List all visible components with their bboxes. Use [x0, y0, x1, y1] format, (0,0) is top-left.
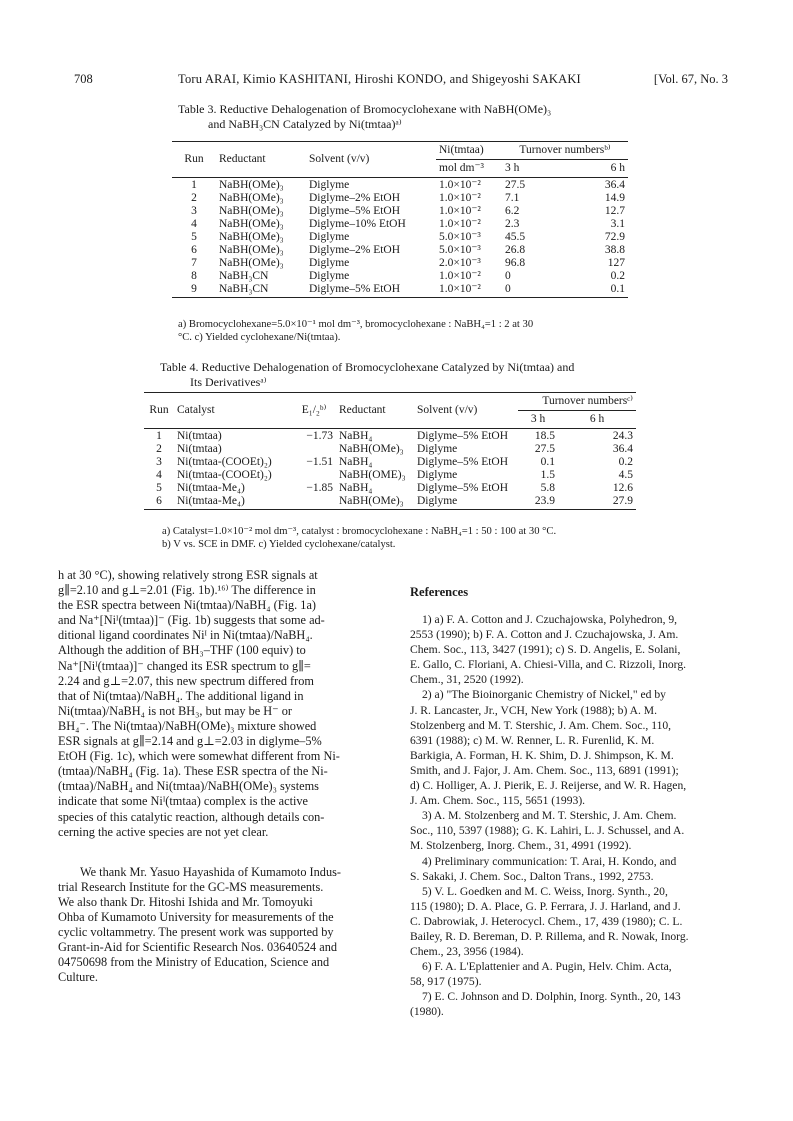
table3-row — [172, 270, 628, 283]
table3-cell-6h: 12.7 — [604, 205, 625, 217]
table3-cell-reductant: NaBH₃CN — [216, 283, 306, 298]
reference-line: Soc., 110, 5397 (1988); G. K. Lahiri, L. J. Schussel, and A. — [410, 824, 685, 838]
table4-cell-reductant: NaBH(OMe)₃ — [339, 443, 404, 455]
table4-cell-6h: 4.5 — [618, 469, 633, 481]
table3-header-turnover: Turnover numbersᵇ⁾ — [502, 142, 628, 160]
reference-line: S. Sakaki, J. Chem. Soc., Dalton Trans., 1992, 2753. — [410, 869, 654, 883]
table4-cell-catalyst: Ni(tmtaa) — [174, 429, 292, 444]
table3-cell-ni: 1.0×10⁻² — [436, 283, 502, 298]
table4-cell-reductant: NaBH₄ — [339, 482, 373, 494]
reference-line: Chem. Soc., 113, 3427 (1991); c) S. D. Angelis, E. Solani, — [410, 643, 681, 657]
table3-row — [172, 178, 628, 193]
table4-row — [144, 482, 636, 495]
reference-line: d) C. Holliger, A. J. Pierik, E. J. Reijerse, and W. R. Hagen, — [410, 779, 687, 793]
reference-line: Chem., 23, 3956 (1984). — [410, 945, 524, 959]
text-line: h at 30 °C), showing relatively strong ESR signals at — [58, 568, 318, 582]
text-line: 04750698 from the Ministry of Education, Science and — [58, 955, 330, 970]
table3-cell-solvent: Diglyme–5% EtOH — [306, 283, 436, 298]
table3-cell-reductant: NaBH(OMe)₃ — [219, 218, 284, 230]
table3-cell-ni: 1.0×10⁻² — [439, 218, 481, 230]
table3-cell-3h: 45.5 — [505, 231, 526, 243]
reference-line: 2) a) "The Bioinorganic Chemistry of Nickel," ed by — [422, 688, 666, 702]
table4-cell-e12: −1.85 — [306, 482, 333, 494]
table4-cell-3h: 18.5 — [518, 429, 558, 444]
table4-row — [144, 443, 636, 456]
references-list — [410, 612, 736, 1020]
table3-cell-run: 5 — [191, 231, 197, 243]
table3-cell-run: 3 — [191, 205, 197, 217]
table3-cell-run: 2 — [191, 192, 197, 204]
table3-header-ni: Ni(tmtaa) — [436, 142, 502, 160]
text-line: trial Research Institute for the GC-MS measurements. — [58, 879, 324, 894]
body-left-column — [58, 568, 388, 985]
table3-cell-reductant: NaBH₃CN — [219, 270, 269, 282]
text-line: Na⁺[Niᴵ(tmtaa)]⁻ changed its ESR spectrum to g∥= — [58, 658, 311, 673]
table3-row — [172, 244, 628, 257]
table4-cell-6h: 12.6 — [612, 482, 633, 494]
table3-cell-reductant: NaBH(OMe)₃ — [219, 192, 284, 204]
reference-line: Chem., 31, 2520 (1992). — [410, 673, 524, 687]
table4-header-turnover: Turnover numbersᶜ⁾ — [518, 393, 636, 411]
table3-cell-solvent: Diglyme — [309, 270, 350, 282]
table4-header-e12: E₁/₂ᵇ⁾ — [292, 393, 336, 429]
reference-line: 6391 (1988); c) M. W. Renner, L. R. Furenlid, K. M. — [410, 733, 655, 747]
table3-cell-reductant: NaBH(OMe)₃ — [219, 257, 284, 269]
table4-cell-solvent: Diglyme — [417, 469, 458, 481]
table4-cell-reductant: NaBH(OME)₃ — [339, 469, 406, 481]
table3-cell-ni: 5.0×10⁻³ — [439, 231, 481, 243]
table3-cell-solvent: Diglyme — [306, 178, 436, 193]
reference-line: 1) a) F. A. Cotton and J. Czuchajowska, Polyhedron, 9, — [422, 613, 678, 626]
table3-cell-6h: 38.8 — [604, 244, 625, 256]
table4-header-3h: 3 h — [530, 413, 546, 425]
table3-header-ni-unit: mol dm⁻³ — [439, 162, 484, 174]
table4-cell-reductant: NaBH(OMe)₃ — [336, 495, 414, 510]
table3-cell-ni: 1.0×10⁻² — [439, 192, 481, 204]
table4-row — [144, 456, 636, 469]
text-line: We thank Mr. Yasuo Hayashida of Kumamoto Indus- — [80, 864, 341, 879]
text-line: ESR signals at g∥=2.14 and g⊥=2.03 in diglyme–5% — [58, 734, 322, 749]
table3-row — [172, 257, 628, 270]
table3-cell-3h: 0 — [502, 283, 546, 298]
table3-cell-reductant: NaBH(OMe)₃ — [219, 205, 284, 217]
text-line: Grant-in-Aid for Scientific Research Nos. 03640524 and — [58, 940, 337, 955]
table3-row — [172, 218, 628, 231]
text-line: EtOH (Fig. 1c), which were somewhat different from Ni- — [58, 749, 340, 764]
reference-line: 7) E. C. Johnson and D. Dolphin, Inorg. Synth., 20, 143 — [422, 990, 681, 1004]
table3-cell-6h: 0.2 — [610, 270, 625, 282]
table4-caption-line1: Table 4. Reductive Dehalogenation of Bromocyclohexane Catalyzed by Ni(tmtaa) and — [160, 360, 575, 374]
reference-line: J. Am. Chem. Soc., 115, 5651 (1993). — [410, 794, 586, 808]
text-line: Although the addition of BH₃–THF (100 equiv) to — [58, 643, 306, 658]
table3-footnotes — [178, 318, 533, 344]
table4-cell-run: 1 — [144, 429, 174, 444]
reference-line: C. Dabrowiak, J. Heterocycl. Chem., 17, 439 (1980); C. L. — [410, 914, 683, 928]
table4-cell-reductant: NaBH₄ — [336, 429, 414, 444]
table4-cell-reductant: NaBH₄ — [339, 456, 373, 468]
table3-cell-6h: 127 — [607, 257, 625, 269]
table3-cell-3h: 26.8 — [505, 244, 526, 256]
reference-line: 3) A. M. Stolzenberg and M. T. Stershic, J. Am. Chem. — [422, 809, 677, 823]
table3-cell-6h: 36.4 — [546, 178, 628, 193]
table3-row — [172, 283, 628, 298]
reference-line: 4) Preliminary communication: T. Arai, H. Kondo, and — [422, 854, 677, 868]
reference-line: Bailey, R. D. Bereman, D. P. Rillema, and R. Nowak, Inorg. — [410, 929, 689, 943]
table3-cell-6h: 3.1 — [610, 218, 625, 230]
table4-note-line1: a) Catalyst=1.0×10⁻² mol dm⁻³, catalyst : bromocyclohexane : NaBH₄=1 : 50 : 100 at 30 °C. — [162, 526, 557, 537]
table3-cell-reductant: NaBH(OMe)₃ — [216, 178, 306, 193]
table3-cell-3h: 96.8 — [505, 257, 526, 269]
reference-line: 6) F. A. L'Eplattenier and A. Pugin, Helv. Chim. Acta, — [422, 960, 672, 974]
text-line: (tmtaa)/NaBH₄ and Ni(tmtaa)/NaBH(OMe)₃ systems — [58, 779, 319, 794]
table3-cell-run: 9 — [172, 283, 216, 298]
table4-cell-e12: −1.51 — [306, 456, 333, 468]
table3-caption-line1: Table 3. Reductive Dehalogenation of Bromocyclohexane with NaBH(OMe)₃ — [178, 102, 552, 116]
reference-line: Stolzenberg and M. T. Stershic, J. Am. Chem. Soc., 110, — [410, 718, 672, 732]
table4-cell-run: 5 — [156, 482, 162, 494]
table4-cell-solvent: Diglyme — [417, 443, 458, 455]
table3-cell-solvent: Diglyme — [309, 257, 350, 269]
reference-line: 5) V. L. Goedken and M. C. Weiss, Inorg. Synth., 20, — [422, 884, 668, 898]
table3-cell-ni: 2.0×10⁻³ — [439, 257, 481, 269]
text-line: We also thank Dr. Hitoshi Ishida and Mr. Tomoyuki — [58, 894, 313, 909]
reference-line: Smith, and J. Fajor, J. Am. Chem. Soc., 113, 6891 (1991); — [410, 763, 679, 777]
text-line: Ohba of Kumamoto University for measurements of the — [58, 909, 334, 924]
table4-note-line2: b) V vs. SCE in DMF. c) Yielded cyclohexane/catalyst. — [162, 539, 396, 550]
table3-note-line2: °C. c) Yielded cyclohexane/Ni(tmtaa). — [178, 332, 341, 343]
table4-cell-catalyst: Ni(tmtaa-(COOEt)₂) — [177, 456, 272, 468]
table3-cell-run: 1 — [172, 178, 216, 193]
table4 — [144, 392, 636, 510]
references-heading: References — [410, 585, 469, 599]
table3-cell-solvent: Diglyme — [309, 231, 350, 243]
table3-cell-reductant: NaBH(OMe)₃ — [219, 244, 284, 256]
table4-cell-run: 2 — [156, 443, 162, 455]
table4-cell-3h: 27.5 — [534, 443, 555, 455]
table4-cell-6h: 36.4 — [612, 443, 633, 455]
table3-cell-solvent: Diglyme–2% EtOH — [309, 244, 401, 256]
text-line: Culture. — [58, 970, 98, 985]
text-line: cerning the active species are not yet clear. — [58, 824, 269, 839]
table4-cell-catalyst: Ni(tmtaa-Me₄) — [174, 495, 292, 510]
table4-cell-6h: 27.9 — [558, 495, 636, 510]
table3-cell-run: 6 — [191, 244, 197, 256]
table4-cell-catalyst: Ni(tmtaa) — [177, 443, 222, 455]
table3-cell-3h: 6.2 — [505, 205, 520, 217]
table4-cell-3h: 1.5 — [540, 469, 555, 481]
table3-cell-3h: 0 — [505, 270, 511, 282]
reference-line: Barkigia, A. Forman, H. K. Shim, D. J. Shimpson, K. M. — [410, 748, 674, 762]
table4-cell-solvent: Diglyme — [414, 495, 518, 510]
table4-cell-e12 — [292, 443, 336, 456]
text-line: and Na⁺[Niᴵ(tmtaa)]⁻ (Fig. 1b) suggests that some ad- — [58, 613, 325, 628]
acknowledgment-paragraph — [58, 865, 388, 986]
table4-cell-e12: −1.73 — [292, 429, 336, 444]
table4-row — [144, 469, 636, 482]
table4-row — [144, 429, 636, 444]
table3 — [172, 141, 628, 298]
table3-cell-6h: 0.1 — [546, 283, 628, 298]
table4-cell-e12 — [292, 495, 336, 510]
text-line: the ESR spectra between Ni(tmtaa)/NaBH₄ (Fig. 1a) — [58, 598, 317, 613]
table4-cell-solvent: Diglyme–5% EtOH — [417, 456, 509, 468]
body-paragraph-esr — [58, 568, 388, 840]
table4-cell-6h: 24.3 — [558, 429, 636, 444]
table4-row — [144, 495, 636, 510]
table3-header-solvent: Solvent (v/v) — [306, 142, 436, 178]
page-number: 708 — [74, 72, 93, 86]
table4-header-reductant: Reductant — [336, 393, 414, 429]
table3-row — [172, 205, 628, 218]
table4-cell-solvent: Diglyme–5% EtOH — [417, 482, 509, 494]
table3-cell-ni: 5.0×10⁻³ — [439, 244, 481, 256]
table3-cell-ni: 1.0×10⁻² — [439, 205, 481, 217]
table4-footnotes — [162, 525, 556, 551]
text-line: (tmtaa)/NaBH₄ (Fig. 1a). These ESR spectra of the Ni- — [58, 764, 328, 779]
table3-note-line1: a) Bromocyclohexane=5.0×10⁻¹ mol dm⁻³, bromocyclohexane : NaBH₄=1 : 2 at 30 — [178, 319, 534, 330]
text-line: g∥=2.10 and g⊥=2.01 (Fig. 1b).¹⁶⁾ The difference in — [58, 583, 316, 598]
table3-row — [172, 192, 628, 205]
table3-cell-run: 7 — [191, 257, 197, 269]
text-line: Ni(tmtaa)/NaBH₄ is not BH₃, but may be H⁻ or — [58, 703, 292, 718]
table4-cell-3h: 5.8 — [540, 482, 555, 494]
table3-cell-6h: 14.9 — [604, 192, 625, 204]
reference-line: J. R. Lancaster, Jr., VCH, New York (1988); b) A. M. — [410, 703, 657, 717]
table4-cell-catalyst: Ni(tmtaa-(COOEt)₂) — [177, 469, 272, 481]
table4-caption — [160, 360, 574, 390]
table4-cell-e12 — [292, 469, 336, 482]
text-line: indicate that some Niᴵ(tmtaa) complex is the active — [58, 794, 309, 809]
text-line: 2.24 and g⊥=2.07, this new spectrum differed from — [58, 673, 314, 688]
table3-row — [172, 231, 628, 244]
table4-cell-run: 6 — [144, 495, 174, 510]
table3-cell-solvent: Diglyme–2% EtOH — [309, 192, 401, 204]
table3-cell-ni: 1.0×10⁻² — [439, 270, 481, 282]
table3-cell-6h: 72.9 — [604, 231, 625, 243]
table3-cell-3h: 27.5 — [502, 178, 546, 193]
table3-cell-run: 8 — [191, 270, 197, 282]
table3-cell-3h: 7.1 — [505, 192, 520, 204]
table3-header-6h: 6 h — [610, 162, 625, 174]
table4-cell-run: 4 — [156, 469, 162, 481]
reference-line: (1980). — [410, 1005, 444, 1019]
reference-line: M. Stolzenberg, Inorg. Chem., 31, 4991 (1992). — [410, 839, 632, 853]
table4-cell-3h: 0.1 — [540, 456, 555, 468]
table3-header-run: Run — [172, 142, 216, 178]
reference-line: E. Gallo, C. Floriani, A. Chiesi-Villa, and C. Rizzoli, Inorg. — [410, 658, 687, 672]
table4-cell-solvent: Diglyme–5% EtOH — [414, 429, 518, 444]
text-line: ditional ligand coordinates Niᴵ in Ni(tmtaa)/NaBH₄. — [58, 628, 313, 643]
table3-cell-reductant: NaBH(OMe)₃ — [219, 231, 284, 243]
table4-cell-3h: 23.9 — [518, 495, 558, 510]
table3-caption-line2: and NaBH₃CN Catalyzed by Ni(tmtaa)ᵃ⁾ — [208, 117, 402, 131]
text-line: BH₄⁻. The Ni(tmtaa)/NaBH(OMe)₃ mixture showed — [58, 718, 317, 733]
reference-line: 115 (1980); D. A. Place, G. P. Ferrara, J. J. Harland, and J. — [410, 899, 681, 913]
table3-cell-run: 4 — [191, 218, 197, 230]
text-line: species of this catalytic reaction, although details con- — [58, 809, 325, 824]
volume-info: [Vol. 67, No. 3 — [653, 72, 728, 86]
table4-header-solvent: Solvent (v/v) — [414, 393, 518, 429]
table3-cell-3h: 2.3 — [505, 218, 520, 230]
table4-header-run: Run — [144, 393, 174, 429]
text-line: that of Ni(tmtaa)/NaBH₄. The additional ligand in — [58, 688, 304, 703]
reference-line: 2553 (1990); b) F. A. Cotton and J. Czuchajowska, J. Am. — [410, 628, 679, 642]
table3-cell-ni: 1.0×10⁻² — [436, 178, 502, 193]
table3-cell-solvent: Diglyme–10% EtOH — [309, 218, 406, 230]
table4-caption-line2: Its Derivativesᵃ⁾ — [190, 375, 267, 389]
table3-header-3h: 3 h — [505, 162, 520, 174]
author-line: Toru ARAI, Kimio KASHITANI, Hiroshi KONDO, and Shigeyoshi SAKAKI — [178, 72, 581, 86]
table4-cell-catalyst: Ni(tmtaa-Me₄) — [177, 482, 245, 494]
table3-header-reductant: Reductant — [216, 142, 306, 178]
table4-header-6h: 6 h — [589, 413, 605, 425]
table3-cell-solvent: Diglyme–5% EtOH — [309, 205, 401, 217]
table3-caption — [178, 102, 551, 132]
table4-cell-run: 3 — [156, 456, 162, 468]
table4-cell-6h: 0.2 — [618, 456, 633, 468]
reference-line: 58, 917 (1975). — [410, 975, 482, 989]
table4-header-catalyst: Catalyst — [174, 393, 292, 429]
text-line: cyclic voltammetry. The present work was supported by — [58, 925, 334, 940]
